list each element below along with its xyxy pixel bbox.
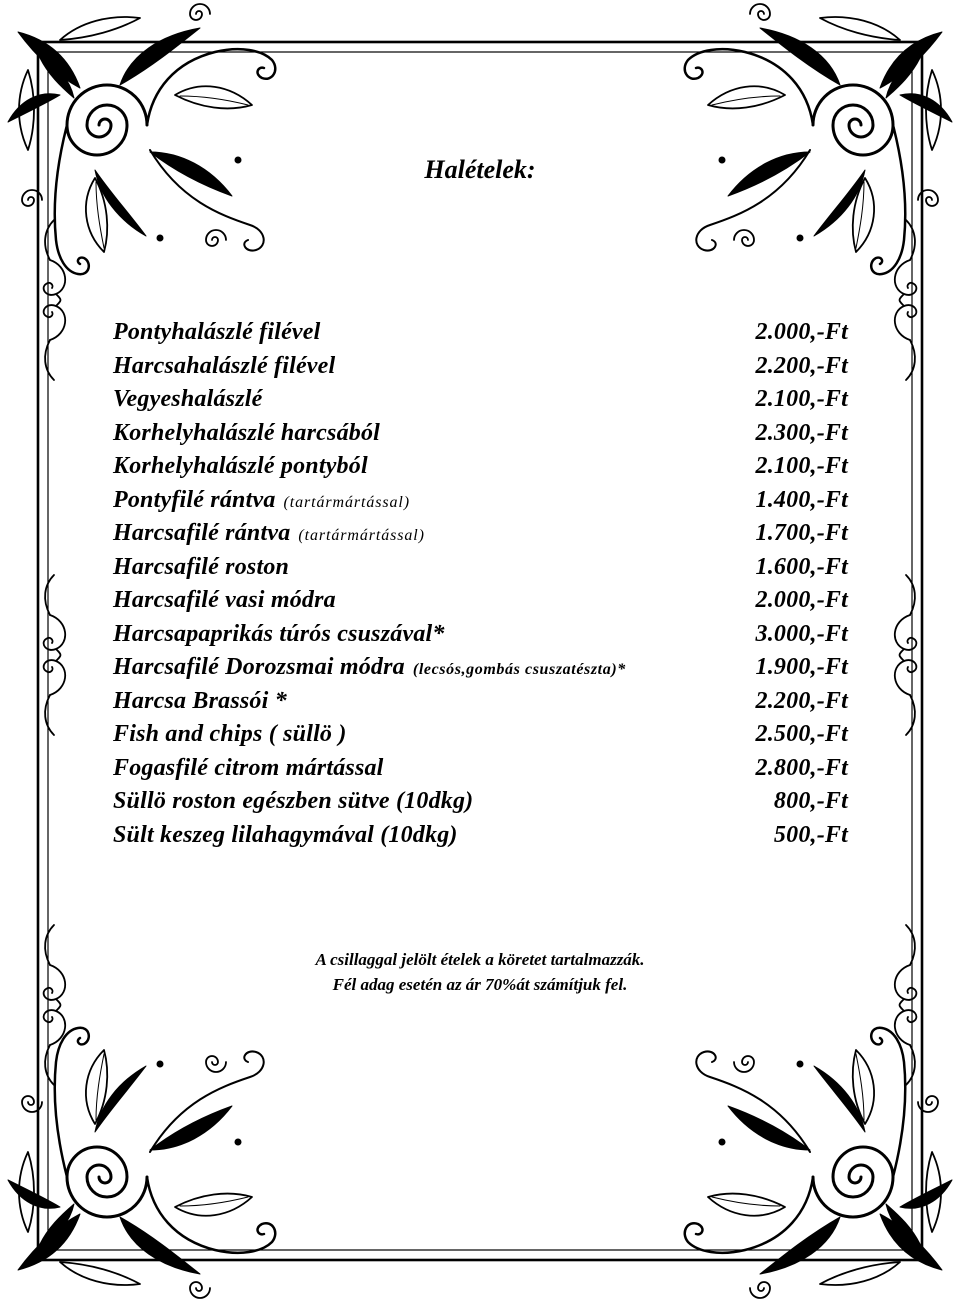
menu-item <box>113 584 848 618</box>
menu-item-name: Pontyhalászlé filével <box>113 319 321 345</box>
menu-item <box>113 517 848 551</box>
menu-item-name: Harcsapaprikás túrós csuszával* <box>113 620 445 647</box>
side-scroll-ornament <box>895 220 917 380</box>
menu-item-price: 1.400,-Ft <box>755 486 848 513</box>
menu-item-price: 1.900,-Ft <box>755 654 848 680</box>
side-scroll-ornament <box>895 575 917 735</box>
menu-footnotes <box>0 947 960 997</box>
menu-title: Halételek: <box>424 155 536 184</box>
menu-item-price: 500,-Ft <box>773 821 848 848</box>
menu-item-note: (tartármártással) <box>298 527 425 544</box>
menu-item-price: 1.700,-Ft <box>755 520 848 546</box>
menu-item-name: Harcsafilé roston <box>113 553 290 580</box>
menu-item-name: Pontyfilé rántva <box>113 486 276 513</box>
menu-item-note: (tartármártással) <box>283 493 410 511</box>
menu-item-price: 2.200,-Ft <box>755 687 848 714</box>
menu-item-name: Vegyeshalászlé <box>113 386 263 412</box>
menu-item-price: 2.800,-Ft <box>755 754 848 781</box>
menu-item-price: 2.200,-Ft <box>755 352 848 379</box>
menu-item <box>113 718 848 752</box>
menu-item-price: 2.500,-Ft <box>755 721 848 747</box>
menu-item-name: Süllö roston egészben sütve (10dkg) <box>113 788 474 814</box>
menu-item-price: 2.000,-Ft <box>755 587 848 613</box>
menu-item-price: 2.000,-Ft <box>755 319 848 345</box>
menu-item-price: 800,-Ft <box>773 788 848 814</box>
menu-item-name: Harcsafilé vasi módra <box>113 587 336 613</box>
menu-item-name: Fish and chips ( süllö ) <box>113 721 347 747</box>
menu-item-price: 2.100,-Ft <box>755 386 848 412</box>
menu-item <box>113 685 848 719</box>
menu-item-list <box>113 316 848 852</box>
menu-item-name: Fogasfilé citrom mártással <box>113 754 384 781</box>
menu-item-name: Harcsafilé Dorozsmai módra <box>113 654 405 680</box>
menu-item-price: 1.600,-Ft <box>755 553 848 580</box>
menu-item <box>113 618 848 652</box>
menu-item-price: 2.100,-Ft <box>755 453 848 479</box>
menu-item-note: (lecsós,gombás csuszatészta)* <box>412 661 626 678</box>
menu-item <box>113 785 848 819</box>
menu-item <box>113 350 848 384</box>
menu-item-name: Korhelyhalászlé pontyból <box>113 453 368 479</box>
menu-item-price: 3.000,-Ft <box>755 620 848 647</box>
menu-item <box>113 651 848 685</box>
menu-item-name: Harcsafilé rántva <box>113 520 291 546</box>
menu-item <box>113 417 848 451</box>
menu-item <box>113 551 848 585</box>
menu-item-price: 2.300,-Ft <box>755 419 848 446</box>
side-scroll-ornament <box>44 575 66 735</box>
side-scroll-ornament <box>44 220 66 380</box>
menu-item-name: Sült keszeg lilahagymával (10dkg) <box>113 821 458 848</box>
menu-item <box>113 450 848 484</box>
menu-item-name: Korhelyhalászlé harcsából <box>113 419 381 446</box>
menu-item <box>113 752 848 786</box>
menu-item <box>113 316 848 350</box>
menu-item-name: Harcsahalászlé filével <box>113 352 336 379</box>
menu-item <box>113 383 848 417</box>
footnote-half-portion: Fél adag esetén az ár 70%át számítjuk fel. <box>332 975 628 994</box>
menu-item-name: Harcsa Brassói * <box>113 687 287 714</box>
menu-item <box>113 484 848 518</box>
menu-item <box>113 819 848 853</box>
footnote-side-dish: A csillaggal jelölt ételek a köretet tartalmazzák. <box>315 950 645 969</box>
